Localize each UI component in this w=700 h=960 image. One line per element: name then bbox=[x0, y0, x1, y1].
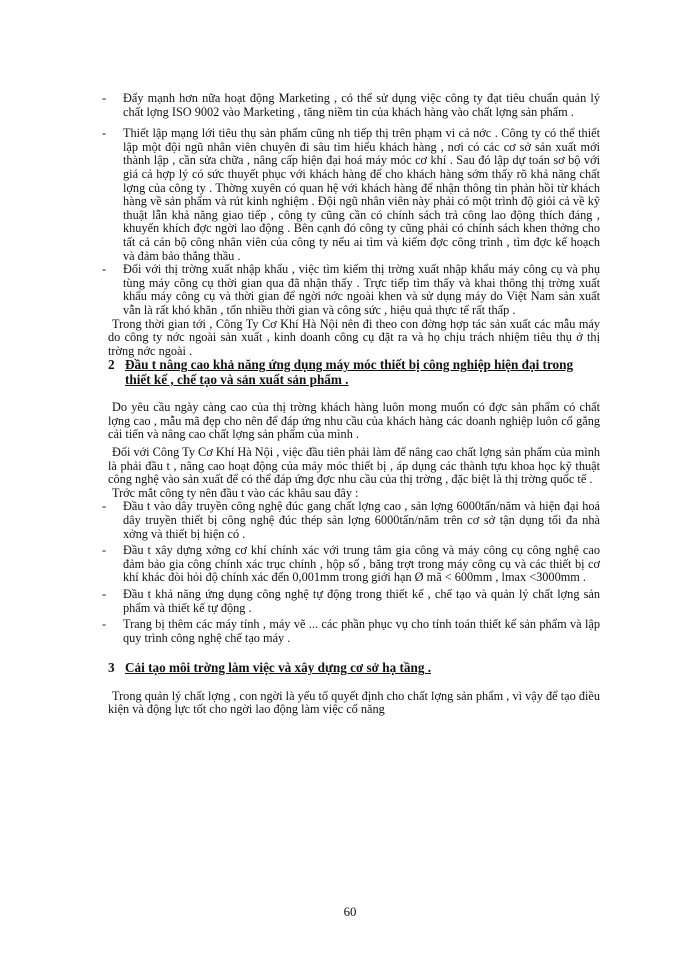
bullet-text: Đối với thị trờng xuất nhập khẩu , việc tìm kiếm thị trờng xuất nhập khẩu máy công cụ và phụ tùng máy công cụ thời gian qua đã nhận thấy . Trực tiếp tìm thấy và khai thông thị trờng xuất khẩu máy công cụ và thời gian để ngời nớc ngoài khen và sử dụng máy do Việt Nam sản xuất vẫn là rất khó khăn , tốn nhiều thời gian và công sức , hiệu quả thực tế rất thấp . bbox=[123, 262, 600, 317]
document-page bbox=[102, 91, 600, 717]
bullet-text: Đầu t vào dây truyền công nghệ đúc gang chất lợng cao , sản lợng 6000tấn/năm và hiện đại hoá dây truyền thiết bị công nghệ đúc thép sản lợng 6000tấn/năm trên cơ sở tận dụng tối đa nhà xởng và thiết bị hiện có . bbox=[123, 499, 600, 541]
bullet-mark: - bbox=[102, 617, 107, 632]
bullet-mark: - bbox=[102, 91, 107, 105]
paragraph-company-investment: Đối với Công Ty Cơ Khí Hà Nội , việc đầu tiên phải làm để nâng cao chất lợng sản phẩm của mình là phải đầu t , nâng cao hoạt động của máy móc thiết bị , áp dụng các thành tựu khoa học kỹ thuật công nghệ vào sản xuất để có thể đáp ứng đợc nhu cầu của thị trờng , đặc biệt là thị trờng quốc tế . bbox=[108, 445, 600, 487]
bullet-mark: - bbox=[102, 262, 107, 277]
bullet-text: Đẩy mạnh hơn nữa hoạt động Marketing , có thể sử dụng việc công ty đạt tiêu chuẩn quản lý chất lợng ISO 9002 vào Marketing , tăng niềm tin của khách hàng vào chất lợng sản phẩm . bbox=[123, 91, 600, 119]
bullet-sales-network bbox=[102, 126, 600, 263]
bullet-mark: - bbox=[102, 499, 107, 514]
paragraph-lead: Trớc mắt công ty nên đầu t vào các khâu sau đây : bbox=[112, 485, 359, 500]
bullet-mark: - bbox=[102, 587, 107, 601]
bullet-mark: - bbox=[102, 126, 107, 141]
section-2-heading bbox=[108, 358, 600, 387]
paragraph-future-cooperation: Trong thời gian tới , Công Ty Cơ Khí Hà Nội nên đi theo con đờng hợp tác sản xuất các mẫu máy do công ty nớc ngoài sản xuất , kinh doanh công cụ đặt ra và họ chịu trách nhiệm tiêu thụ ở thị trờng nớc ngoài . bbox=[108, 316, 600, 358]
bullet-marketing bbox=[102, 91, 600, 119]
bullet-automation bbox=[102, 587, 600, 615]
bullet-precision-workshop bbox=[102, 543, 600, 585]
section-2-body bbox=[102, 400, 600, 645]
page-number: 60 bbox=[343, 905, 357, 919]
bullet-text: Đầu t xây dựng xởng cơ khí chính xác với trung tâm gia công và máy công cụ công nghệ cao đảm bảo gia công chính xác trục chính , hộp số , băng trợt trong máy công cụ và các thiết bị cơ khí khác đòi hỏi độ chính xác đến 0,001mm trong giới hạn Ø mã < 600mm , lmax <3000mm . bbox=[123, 543, 600, 585]
section-3-heading bbox=[108, 661, 600, 676]
bullet-text: Thiết lập mạng lới tiêu thụ sản phẩm cũng nh tiếp thị trên phạm vi cả nớc . Công ty có thể thiết lập một đội ngũ nhân viên chuyên đi sâu tìm hiểu khách hàng , nơi có các cơ sở sản xuất mới thành lập , cần sửa chữa , nâng cấp hiện đại hoá máy móc cơ khí . Sau đó lập dự toán sơ bộ với giá cả hợp lý có sức thuyết phục với khách hàng để cho khách hàng sớm thấy rõ khả năng chất lợng của công ty . Thờng xuyên có quan hệ với khách hàng để nhận thông tin phản hồi từ khách hàng về sản phẩm và rút kinh nghiệm . Đội ngũ nhân viên này phải có một trình độ giỏi cả về kỹ thuật lẫn khả năng giao tiếp , công ty cũng cần có chính sách trả công lao động thích đáng , khuyến khích đợc ngời lao động . Bên cạnh đó công ty cũng phải có chính sách khen thởng cho tất cả cán bộ công nhân viên của công ty nếu ai tìm và kiếm đợc công trình , tìm đợc kế hoạch và đảm bảo thắng thầu . bbox=[123, 126, 600, 263]
bullet-export-market bbox=[102, 262, 600, 317]
paragraph-workforce: Trong quản lý chất lợng , con ngời là yếu tố quyết định cho chất lợng sản phẩm , vì vậy để tạo điều kiện và động lực tốt cho ngời lao động làm việc cố năng bbox=[108, 688, 600, 717]
bullet-computers bbox=[102, 617, 600, 645]
bullet-mark: - bbox=[102, 543, 107, 558]
bullet-text: Đầu t khả năng ứng dụng công nghệ tự động trong thiết kế , chế tạo và quản lý chất lợng sản phẩm và thiết kế tự động . bbox=[123, 587, 600, 615]
section-number: 2 bbox=[108, 357, 115, 373]
bullet-text: Trang bị thêm các máy tính , máy vẽ ... các phần phục vụ cho tính toán thiết kế sản phẩm và lập quy trình công nghệ chế tạo máy . bbox=[123, 617, 600, 645]
section-title: Đầu t nâng cao khả năng ứng dụng máy móc thiết bị công nghiệp hiện đại trong thiết kế , chế tạo và sản xuất sản phẩm . bbox=[125, 357, 574, 387]
bullet-casting-line bbox=[102, 499, 600, 541]
section-number: 3 bbox=[108, 660, 115, 676]
paragraph-market-demand: Do yêu cầu ngày càng cao của thị trờng khách hàng luôn mong muốn có đợc sản phẩm có chất lợng cao , mẫu mã đẹp cho nên để đáp ứng nhu cầu của khách hàng các doanh nghiệp luôn cố gắng cải tiến và nâng cao chất lợng sản phẩm của mình . bbox=[108, 400, 600, 442]
section-title: Cải tạo môi trờng làm việc và xây dựng cơ sở hạ tầng . bbox=[125, 660, 432, 676]
section-2 bbox=[108, 358, 600, 387]
